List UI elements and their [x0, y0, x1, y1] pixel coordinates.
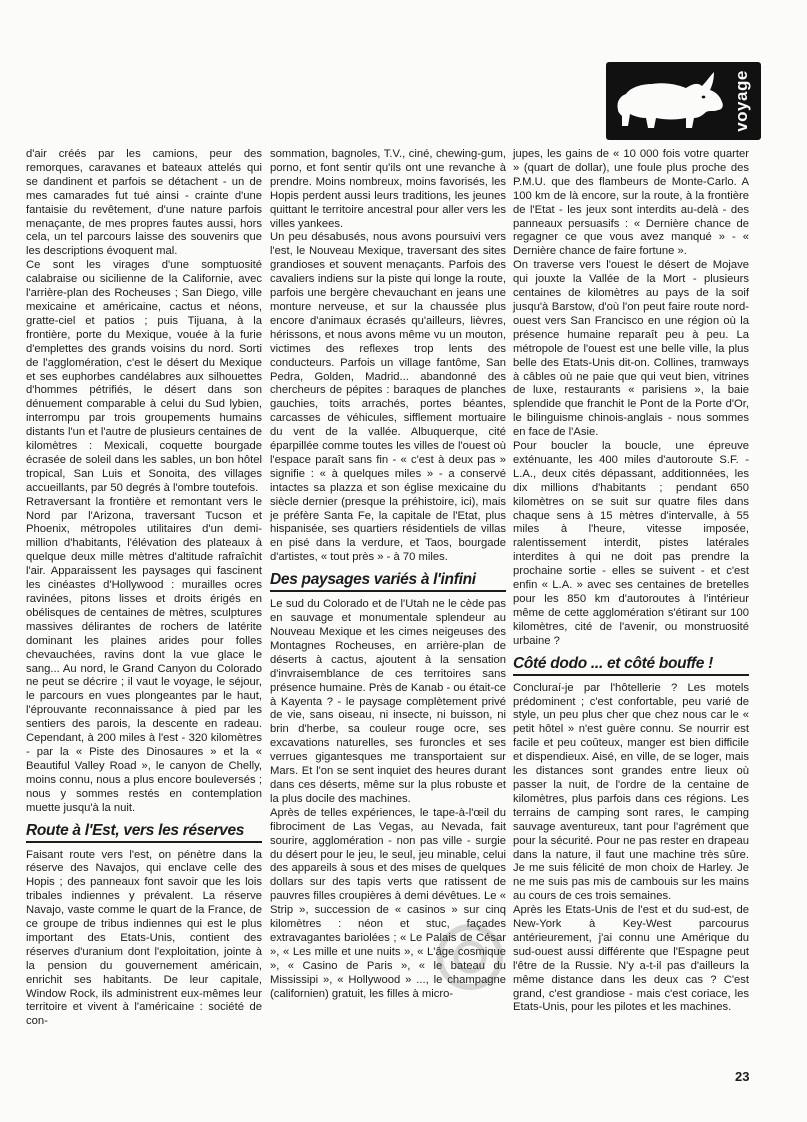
voyage-logo	[606, 62, 761, 140]
section-heading: Des paysages variés à l'infini	[270, 571, 506, 592]
section-heading: Route à l'Est, vers les réserves	[26, 822, 262, 843]
paragraph: Retraversant la frontière et remontant vers le Nord par l'Arizona, traversant Tucson et Phoenix, métropoles utilitaires d'un demi-million d'habitants, l'élévation des plateaux à quelque deux mille mètres d'altitude rafraîchit l'air. Apparaissent les paysages qui fascinent les cinéastes d'Hollywood : murailles ocres ravinées, pitons lisses et droits érigés en obélisques de centaines de mètres, sculptures massives délirantes de rochers de latérite dominant les plaines arides pour folles chevauchées, ravins dont la vue glace le sang... Au nord, le Grand Canyon du Colorado ne peut se décrire ; il vaut le voyage, le séjour, le parcours en vues plongeantes par le haut, l'éprouvante reconnaissance à pied par les sentiers des parois, la descente en radeau. Cependant, à 200 miles à l'est - 320 kilomètres - par la « Piste des Dinosaures » et la « Beautiful Valley Road », le canyon de Chelly, moins connu, nous a plus encore bouleversés ; nous y sommes restés en contemplation muette jusqu'à la nuit.	[26, 495, 262, 814]
paragraph: sommation, bagnoles, T.V., ciné, chewing-gum, porno, et font sentir qu'ils ont une revanche à prendre. Moins nombreux, moins favorisés, les Hopis perdent aussi leurs traditions, les jeunes quittant le territoire ancestral pour aller vers les villes yankees.	[270, 148, 506, 230]
paragraph: d'air créés par les camions, peur des remorques, caravanes et bateaux attelés qui se dandinent et parfois se détachent - un de mes camarades fut tué ainsi - crainte d'une fantaisie du revêtement, d'une nature parfois menaçante, de mes propres fautes aussi, hors cela, un tel parcours laisse des souvenirs que les descriptions évoquent mal.	[26, 148, 262, 258]
paragraph: Ce sont les virages d'une somptuosité calabraise ou sicilienne de la Californie, avec l'arrière-plan des Rocheuses ; San Diego, ville mexicaine et américaine, cactus et néons, gratte-ciel et patios ; puis Tijuana, à la frontière, porte du Mexique, vouée à la furie d'emplettes des grands voisins du nord. Sorti de l'agglomération, c'est le désert du Mexique et ses euphorbes candélabres aux silhouettes d'hommes pétrifiés, le désert dans son dénuement comparable à celui du Sud lybien, interrompu par trois groupements humains distants l'un et l'autre de plusieurs centaines de kilomètres : Mexicali, coquette bourgade écrasée de soleil dans les sables, un bon hôtel tropical, San Luis et Sonoita, des villages accueillants, par 50 degrés à l'ombre toutefois.	[26, 259, 262, 494]
paragraph: jupes, les gains de « 10 000 fois votre quarter » (quart de dollar), une foule plus proche des P.M.U. que des flambeurs de Monte-Carlo. A 100 km de là encore, sur la route, à la frontière de l'Etat - les jeux sont interdits au-delà - des panneaux persuasifs : « Dernière chance de regagner ce que vous avez manqué » - « Dernière chance de faire fortune ».	[513, 148, 749, 258]
paragraph: Le sud du Colorado et de l'Utah ne le cède pas en sauvage et monumentale splendeur au Nouveau Mexique et les cimes neigeuses des Montagnes Rocheuses, en arrière-plan de déserts à cactus, ajoutent à la sensation d'invraisemblance de ces territoires sans présence humaine. Près de Kanab - ou était-ce à Kayenta ? - le paysage complètement privé de vie, sans oiseau, ni insecte, ni buisson, ni brin d'herbe, sa couleur rouge ocre, ses excavations naturelles, ses furoncles et ses verrues gigantesques me transportaient sur Mars. Et l'on se sent inquiet des heures durant dans ces déserts, même sur la plus robuste et la plus docile des machines.	[270, 598, 506, 805]
rhinoceros-icon	[606, 62, 730, 140]
page-number: 23	[735, 1069, 750, 1084]
text-column-1	[26, 148, 262, 1029]
section-heading: Côté dodo ... et côté bouffe !	[513, 655, 749, 676]
paragraph: Faisant route vers l'est, on pénètre dans la réserve des Navajos, qui enclave celle des Hopis ; des panneaux font savoir que les lois tribales indiennes y prévalent. La réserve Navajo, vaste comme le quart de la France, de ce groupe de tribus indiennes qui est le plus important des Etats-Unis, contient des réserves d'uranium dont l'exploitation, jointe à la pension du gouvernement américain, enrichit ses habitants. De leur capitale, Window Rock, ils administrent eux-mêmes leur territoire et vivent à l'américaine : société de con-	[26, 848, 262, 1028]
paragraph: Concluraí-je par l'hôtellerie ? Les motels prédominent ; c'est confortable, peu varié de style, un peu plus cher que chez nous car le « petit hôtel » n'est guère connu. Se nourrir est facile et peu coûteux, manger est bien difficile et dispendieux. Aisé, en ville, de se loger, mais les distances sont grandes entre lieux où passer la nuit, de l'ordre de la centaine de kilomètres, plus parfois dans ces régions. Les terrains de camping sont rares, le camping sauvage aventureux, tant pour l'agrément que pour la sécurité. Pour ne pas rester en drapeau dans la nature, il faut une machine très sûre. Je me suis félicité de mon choix de Harley. Je ne me suis pas mis de cambouis sur les mains au cours de ces trois semaines.	[513, 681, 749, 903]
paragraph: Après de telles expériences, le tape-à-l'œil du fibrociment de Las Vegas, au Nevada, fait sourire, agglomération - non pas ville - surgie du désert pour le jeu, le seul, jeu minable, celui des appareils à sous et des mises de quelques dollars sur des tapis verts que ratissent de pauvres filles croupières à demi dévêtues. Le « Strip », succession de « casinos » sur cinq kilomètres : néon et stuc, façades extravagantes bariolées ; « Le Palais de César », « Les mille et une nuits », « L'âge cosmique », « Casino de Paris », « le bateau du Mississipi », « Hollywood » ..., le champagne (californien) gratuit, les filles à micro-	[270, 806, 506, 1000]
text-column-3	[513, 148, 749, 1015]
paragraph: On traverse vers l'ouest le désert de Mojave qui jouxte la Vallée de la Mort - plusieurs centaines de kilomètres au pays de la soif jusqu'à Barstow, d'où l'on peut faire route nord-ouest vers San Francisco en une région où la présence humaine reparaît peu à peu. La métropole de l'ouest est une belle ville, la plus belle des Etats-Unis dit-on. Collines, tramways à câbles où ne paie que qui veut bien, vitrines de luxe, restaurants « parisiens », la baie splendide que franchit le Pont de la Porte d'Or, le bilinguisme chinois-anglais - nous sommes en face de l'Asie.	[513, 259, 749, 439]
logo-word	[727, 64, 757, 138]
paragraph: Un peu désabusés, nous avons poursuivi vers l'est, le Nouveau Mexique, traversant des sites grandioses et souvent menaçants. Parfois des cavaliers indiens sur la piste qui longe la route, parfois une bergère chevauchant en jeans une monture nerveuse, et sur la chaussée plus encore d'animaux écrasés qu'ailleurs, lièvres, hérissons, et nous avons même vu un mouton, victimes des reflexes trop lents des conducteurs. Parfois un village fantôme, San Pedra, Golden, Madrid... abandonné des chercheurs de pépites : baraques de planches gauchies, toits arrachés, portes béantes, carcasses de véhicules, sifflement mortuaire du vent de la vallée. Albuquerque, cité éparpillée comme toutes les villes de l'ouest où l'espace paraît sans fin - « c'est à deux pas » signifie : « à quelques miles » - a conservé intactes sa plazza et son église mexicaine du siècle dernier (presque la préhistoire, ici), mais je préfère Santa Fe, la capitale de l'Etat, plus hispanisée, ses quartiers résidentiels de villas en pisé dans la verdure, et Taos, bourgade d'artistes, « tout près » - à 70 miles.	[270, 231, 506, 564]
text-column-2	[270, 148, 506, 1001]
paragraph: Pour boucler la boucle, une épreuve exténuante, les 400 miles d'autoroute S.F. - L.A., deux cités dépassant, additionnées, les dix millions d'habitants ; pendant 650 kilomètres on se suit sur quatre files dans chaque sens à 15 mètres d'intervalle, à 55 miles à l'heure, vitesse imposée, ralentissement interdit, pistes latérales interdites à qui ne doit pas prendre la prochaine sortie - elles se suivent - et c'est enfin « L.A. » avec ses centaines de bretelles pour les 850 km d'autoroutes à l'intérieur même de cette agglomération s'étirant sur 100 kilomètres, cité de l'avenir, ou monstruosité urbaine ?	[513, 440, 749, 647]
logo-word-text: voyage	[732, 70, 751, 132]
paragraph: Après les Etats-Unis de l'est et du sud-est, de New-York à Key-West parcourus antérieurement, j'ai connu une Amérique du sud-ouest aussi différente que l'Espagne peut l'être de la Russie. N'y a-t-il pas d'ailleurs la même distance dans les deux cas ? C'est grand, c'est grandiose - mais c'est coriace, les Etats-Unis, pour les pilotes et les machines.	[513, 904, 749, 1014]
watermark-icon	[434, 922, 506, 992]
